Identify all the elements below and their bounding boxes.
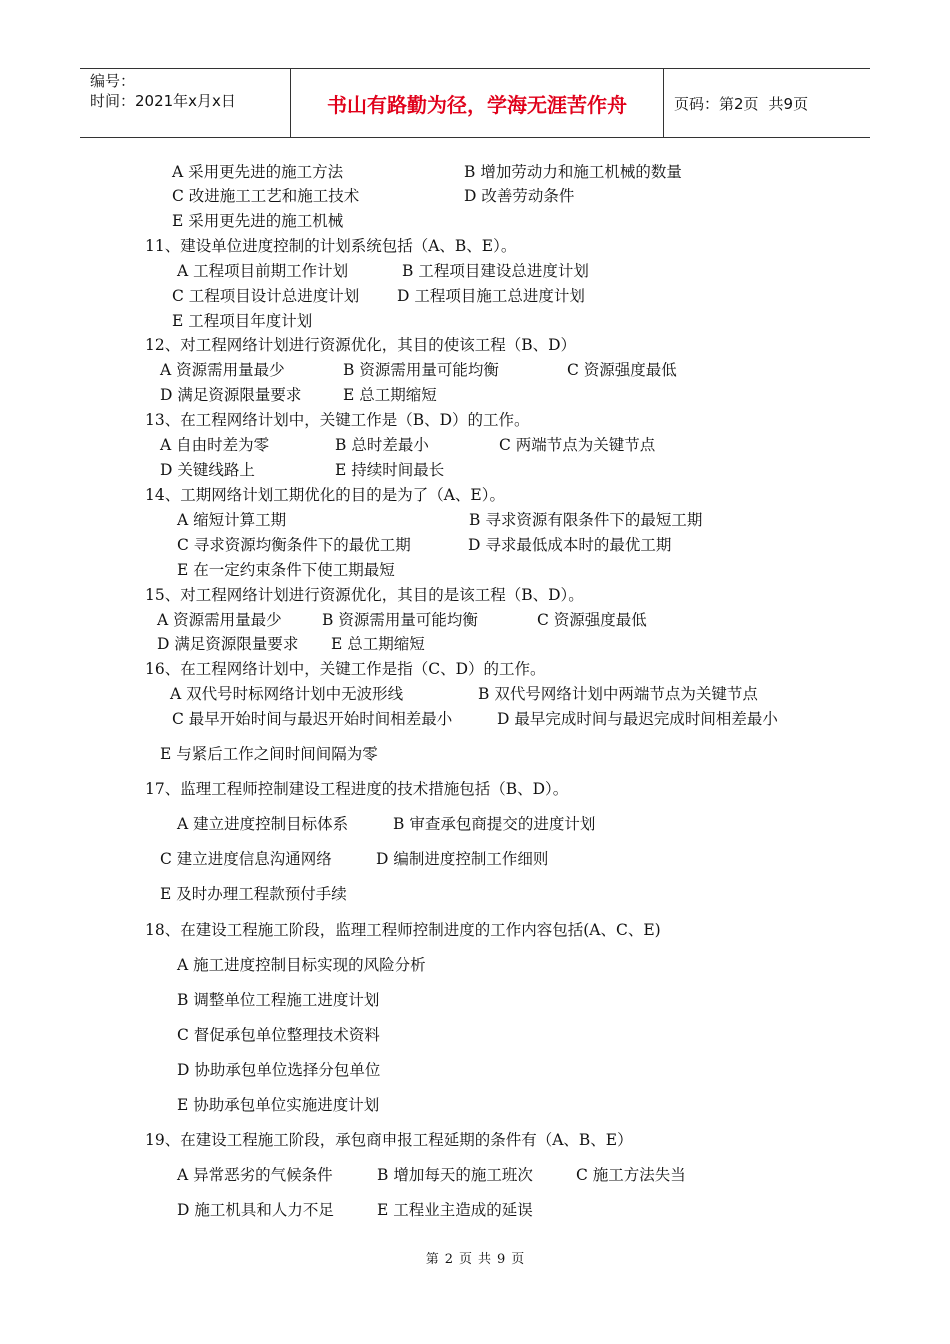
question-text: 18、在建设工程施工阶段，监理工程师控制进度的工作内容包括(A、C、E): [145, 921, 661, 939]
answer-option: C 寻求资源均衡条件下的最优工期: [177, 536, 411, 554]
answer-option: C 督促承包单位整理技术资料: [177, 1026, 380, 1044]
answer-option: A 建立进度控制目标体系: [177, 815, 349, 833]
answer-option: D 施工机具和人力不足: [177, 1201, 334, 1219]
answer-option: A 工程项目前期工作计划: [177, 262, 349, 280]
answer-option: D 工程项目施工总进度计划: [397, 287, 585, 305]
question-text: 19、在建设工程施工阶段，承包商申报工程延期的条件有（A、B、E）: [145, 1131, 633, 1149]
answer-option: E 工程业主造成的延误: [377, 1201, 533, 1219]
question-text: 14、工期网络计划工期优化的目的是为了（A、E）。: [145, 486, 505, 504]
answer-option: A 自由时差为零: [160, 436, 270, 454]
answer-option: B 工程项目建设总进度计划: [402, 262, 589, 280]
document-header: [80, 68, 870, 138]
answer-option: B 寻求资源有限条件下的最短工期: [469, 511, 703, 529]
footer-text-b: 页: [458, 1252, 472, 1267]
answer-option: B 双代号网络计划中两端节点为关键节点: [478, 685, 758, 703]
question-text: 16、在工程网络计划中，关键工作是指（C、D）的工作。: [145, 660, 546, 678]
footer-page-total: 9: [497, 1252, 506, 1267]
question-text: 12、对工程网络计划进行资源优化，其目的使该工程（B、D）: [145, 336, 577, 354]
answer-option: B 调整单位工程施工进度计划: [177, 991, 380, 1009]
answer-option: E 持续时间最长: [335, 461, 445, 479]
answer-option: C 施工方法失当: [576, 1166, 686, 1184]
answer-option: A 异常恶劣的气候条件: [177, 1166, 333, 1184]
footer-page-number: 2: [444, 1252, 453, 1267]
answer-option: D 关键线路上: [160, 461, 255, 479]
answer-option: C 建立进度信息沟通网络: [160, 850, 332, 868]
answer-option: D 寻求最低成本时的最优工期: [468, 536, 672, 554]
answer-option: C 资源强度最低: [567, 361, 677, 379]
header-page-info: [664, 69, 870, 137]
answer-option: C 最早开始时间与最迟开始时间相差最小: [172, 710, 453, 728]
motto: 书山有路勤为径，学海无涯苦作舟: [291, 69, 664, 137]
answer-option: D 改善劳动条件: [464, 187, 575, 205]
answer-option: E 采用更先进的施工机械: [172, 212, 344, 230]
question-text: 15、对工程网络计划进行资源优化，其目的是该工程（B、D）。: [145, 586, 584, 604]
answer-option: E 协助承包单位实施进度计划: [177, 1096, 380, 1114]
answer-option: E 与紧后工作之间时间间隔为零: [160, 745, 378, 763]
answer-option: A 资源需用量最少: [157, 611, 282, 629]
footer-text-a: 第: [425, 1252, 439, 1267]
answer-option: C 两端节点为关键节点: [499, 436, 656, 454]
answer-option: C 资源强度最低: [537, 611, 647, 629]
code-label: 编号：: [90, 72, 136, 90]
answer-option: D 满足资源限量要求: [157, 635, 299, 653]
answer-option: D 最早完成时间与最迟完成时间相差最小: [497, 710, 778, 728]
header-page-total: 共9页: [768, 94, 809, 113]
answer-option: B 增加每天的施工班次: [377, 1166, 533, 1184]
answer-option: A 施工进度控制目标实现的风险分析: [177, 956, 426, 974]
time-label: 时间：2021年x月x日: [90, 92, 236, 110]
footer-text-c: 共: [478, 1252, 492, 1267]
answer-option: D 满足资源限量要求: [160, 386, 302, 404]
question-text: 13、在工程网络计划中，关键工作是（B、D）的工作。: [145, 411, 530, 429]
answer-option: B 审查承包商提交的进度计划: [393, 815, 596, 833]
header-page-current: 页码：第2页: [674, 94, 759, 113]
answer-option: E 在一定约束条件下使工期最短: [177, 561, 395, 579]
header-meta: [80, 69, 291, 137]
answer-option: A 资源需用量最少: [160, 361, 285, 379]
answer-option: B 资源需用量可能均衡: [322, 611, 478, 629]
answer-option: B 资源需用量可能均衡: [343, 361, 499, 379]
question-text: 11、建设单位进度控制的计划系统包括（A、B、E）。: [145, 237, 517, 255]
page-footer: [0, 1248, 950, 1267]
answer-option: C 改进施工工艺和施工技术: [172, 187, 360, 205]
answer-option: A 缩短计算工期: [177, 511, 287, 529]
answer-option: E 及时办理工程款预付手续: [160, 885, 347, 903]
footer-text-d: 页: [511, 1252, 525, 1267]
answer-option: E 工程项目年度计划: [172, 312, 313, 330]
answer-option: E 总工期缩短: [343, 386, 437, 404]
answer-option: B 总时差最小: [335, 436, 429, 454]
answer-option: C 工程项目设计总进度计划: [172, 287, 360, 305]
question-text: 17、监理工程师控制建设工程进度的技术措施包括（B、D）。: [145, 780, 569, 798]
answer-option: A 采用更先进的施工方法: [172, 163, 344, 181]
answer-option: E 总工期缩短: [331, 635, 425, 653]
answer-option: D 编制进度控制工作细则: [376, 850, 549, 868]
answer-option: D 协助承包单位选择分包单位: [177, 1061, 381, 1079]
answer-option: A 双代号时标网络计划中无波形线: [170, 685, 404, 703]
answer-option: B 增加劳动力和施工机械的数量: [464, 163, 682, 181]
